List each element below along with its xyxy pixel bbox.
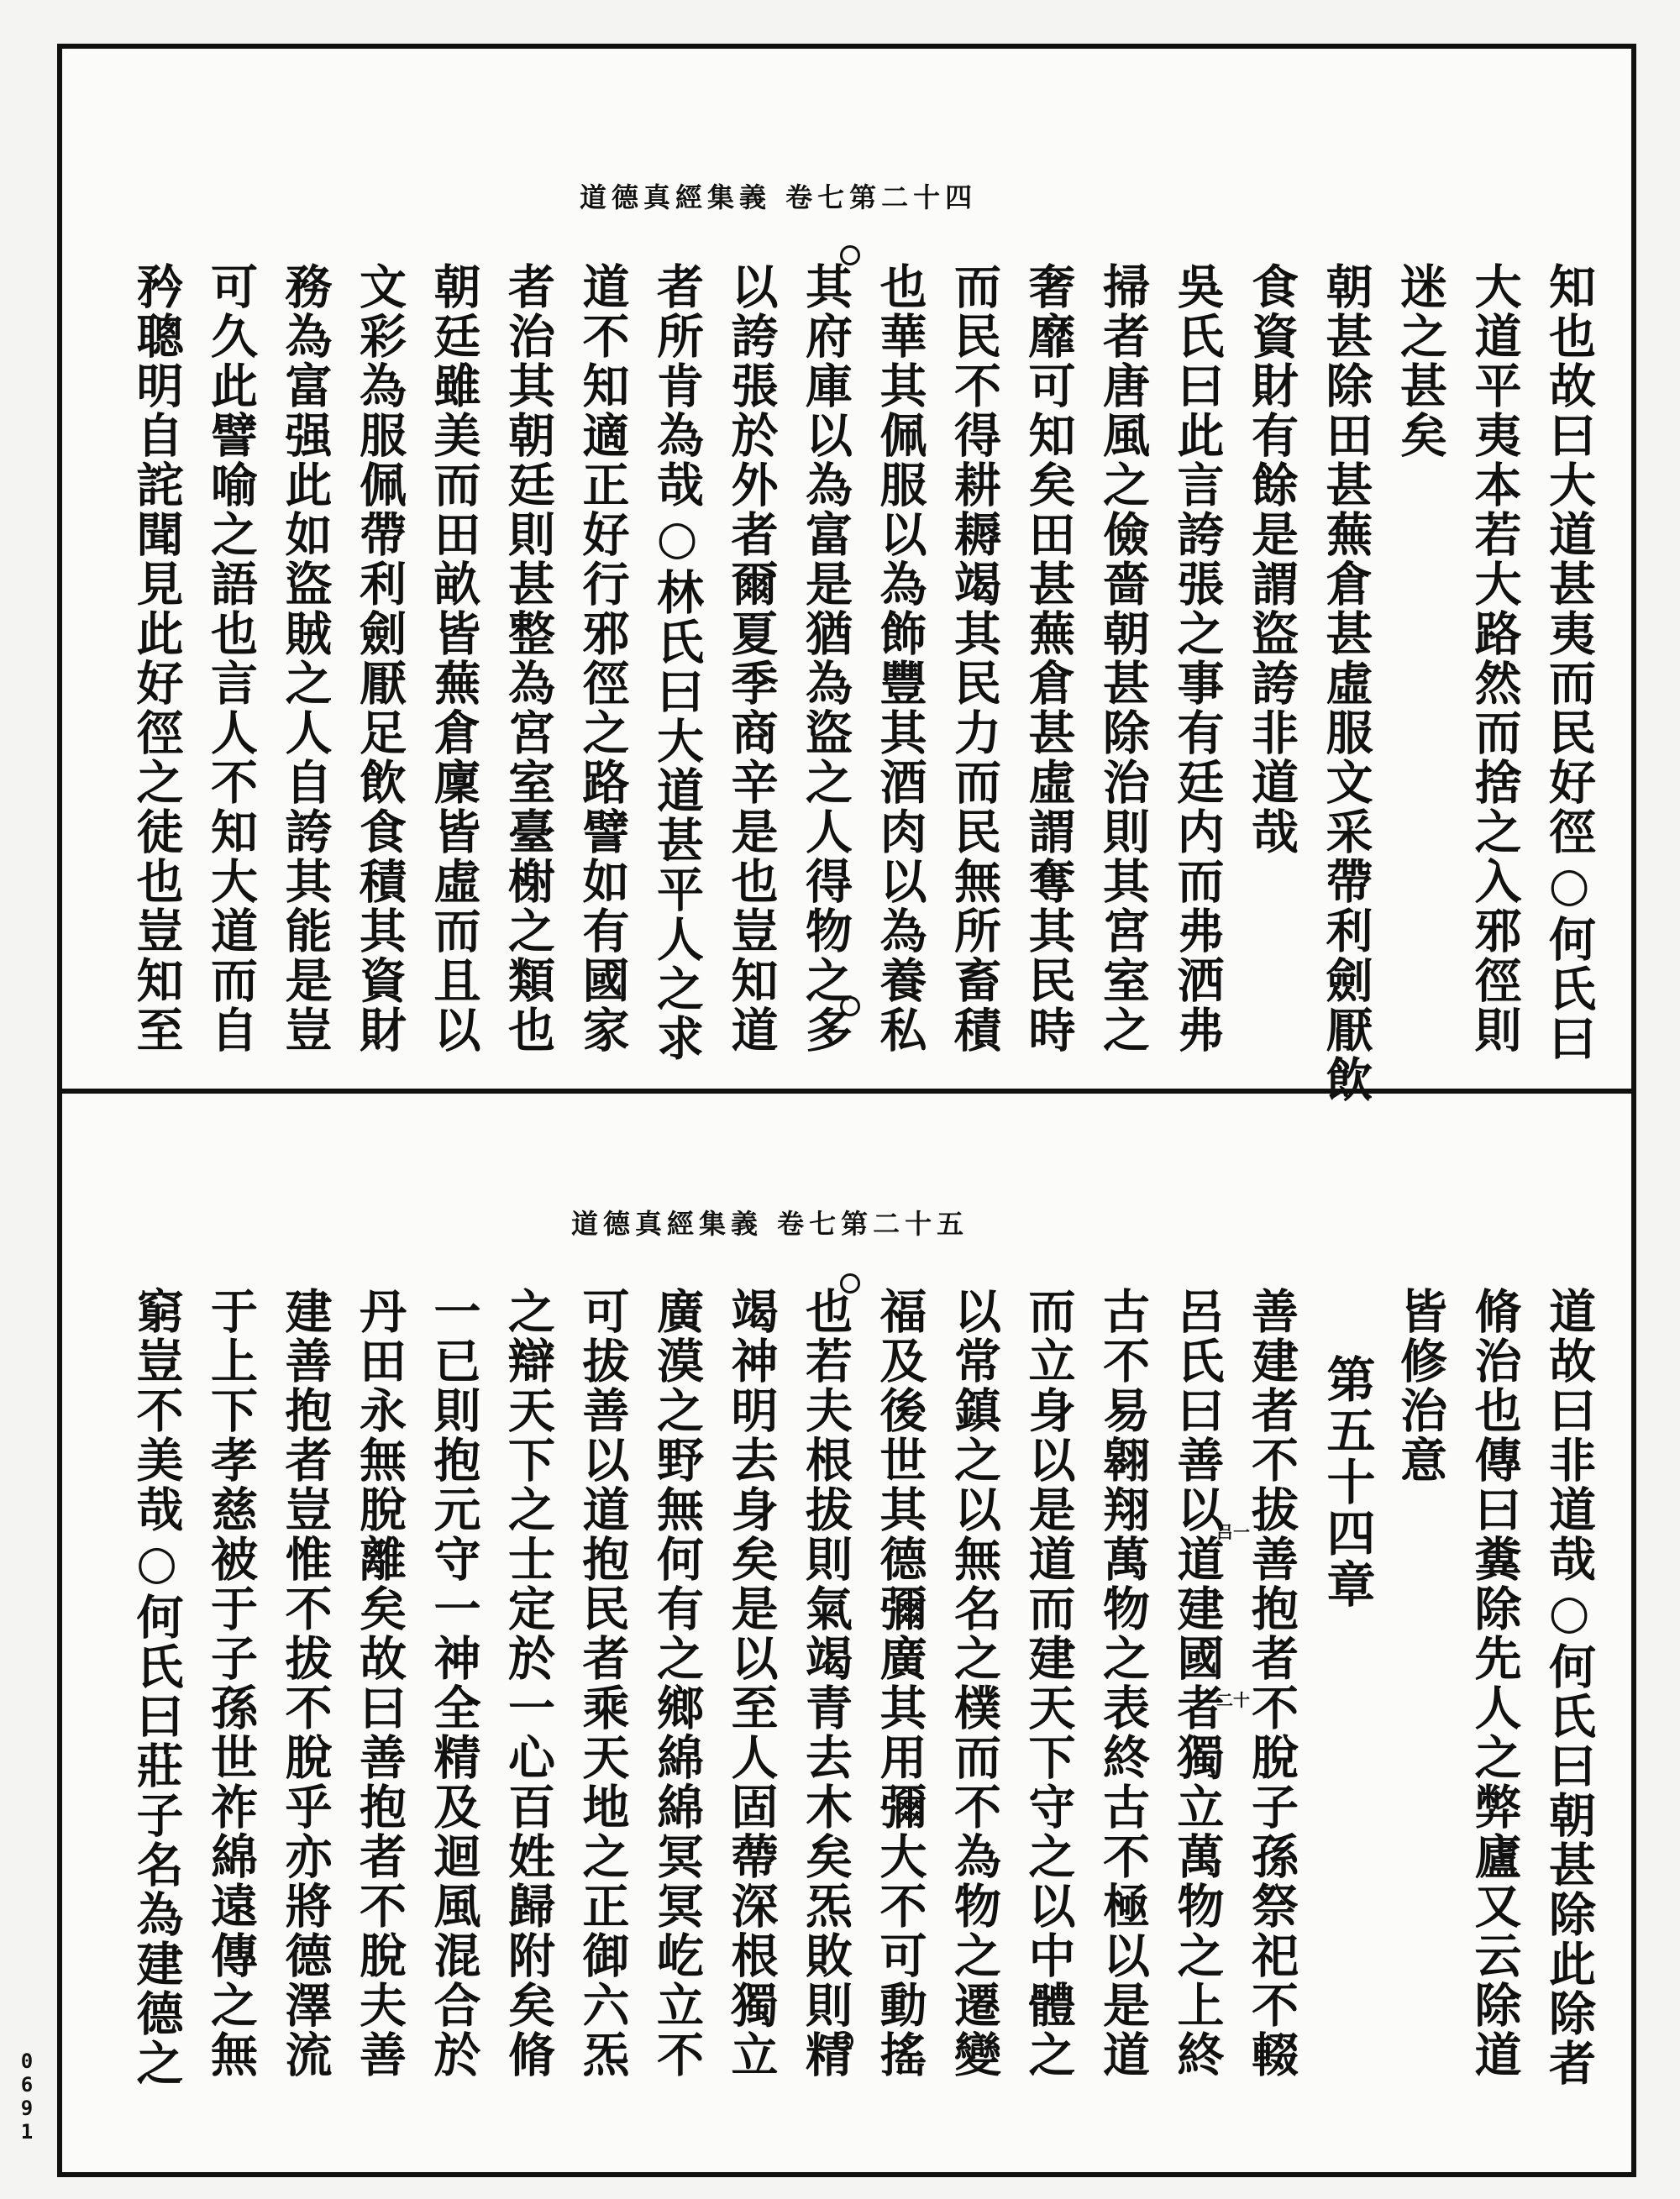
text-column: 呂氏曰善以道建國者獨立萬物之上終 [1169,1287,1226,2080]
text-column: 福及後世其德彌廣其用彌大不可動搖 [872,1287,928,2080]
text-column: 之辯天下之士定於一心百姓歸附矣脩 [501,1287,556,2080]
text-column: 古不易翱翔萬物之表終古不極以是道 [1095,1287,1151,2080]
text-column: 朝甚除田甚蕪倉甚虛服文采帶利劍厭飲 [1318,262,1374,1105]
margin-note: 吕一 [1216,1522,1250,1542]
section-marker-icon [840,1273,860,1294]
text-column: 善建者不拔善抱者不脫子孫祭祀不輟 [1244,1287,1299,2080]
section-marker-icon [840,996,860,1016]
section-marker-icon [840,245,860,265]
upper-header: 道德真經集義 卷七第二十四 [580,181,978,213]
text-column: 食資財有餘是謂盜誇非道哉 [1244,262,1299,857]
text-column: 廣漠之野無何有之鄉綿綿冥冥屹立不 [649,1287,705,2080]
text-column: 可久此譬喻之語也言人不知大道而自 [203,262,259,1055]
text-column: 也若夫根拔則氣竭青去木矣炁敗則精 [798,1287,853,2080]
text-column: 丹田永無脫離矣故曰善抱者不脫夫善 [352,1287,407,2080]
text-column: 可拔善以道抱民者乘天地之正御六炁 [575,1287,631,2080]
text-column: 知也故曰大道甚夷而民好徑○何氏曰 [1541,262,1597,1063]
text-column: 文彩為服佩帶利劍厭足飲食積其資財 [352,262,407,1055]
text-column: 而民不得耕耨竭其民力而民無所畜積 [947,262,1002,1055]
text-column: 者治其朝廷則甚整為宮室臺榭之類也 [501,262,556,1055]
lower-header: 道德真經集義 卷七第二十五 [571,1208,969,1240]
margin-note: 二十 [1216,1690,1250,1710]
text-column: 以誇張於外者爾夏季商辛是也豈知道 [723,262,780,1055]
half-divider [57,1089,1636,1094]
text-column: 大道平夷本若大路然而捨之入邪徑則 [1467,262,1523,1055]
text-column: 竭神明去身矣是以至人固蔕深根獨立 [723,1287,780,2080]
text-column: 吳氏曰此言誇張之事有廷内而弗洒弗 [1169,262,1226,1055]
page-number: 0691 [15,2049,39,2144]
text-column: 皆修治意 [1393,1287,1448,1485]
text-column: 其府庫以為富是猶為盜之人得物之多 [798,262,853,1055]
text-column: 迷之甚矣 [1393,262,1448,460]
text-column: 于上下孝慈被于子孫世祚綿遠傳之無 [203,1287,259,2080]
text-column: 建善抱者豈惟不拔不脫乎亦將德澤流 [277,1287,333,2080]
text-column: 奢靡可知矣田甚蕪倉甚虛謂奪其民時 [1021,262,1077,1055]
text-column: 窮豈不美哉○何氏曰莊子名為建德之 [129,1287,185,2088]
text-column: 脩治也傳曰糞除先人之弊廬又云除道 [1467,1287,1523,2080]
text-column: 者所肯為哉○林氏曰大道甚平人之求 [649,262,705,1063]
text-column: 掃者唐風之儉嗇朝甚除治則其宮室之 [1095,262,1151,1055]
text-column: 務為富强此如盜賊之人自誇其能是豈 [277,262,333,1055]
text-column: 第五十四章 [1318,1354,1376,1610]
section-marker-icon [833,2031,853,2051]
text-column: 朝廷雖美而田畝皆蕪倉廩皆虛而且以 [426,262,482,1055]
text-column: 道故曰非道哉○何氏曰朝甚除此除者 [1541,1287,1597,2088]
text-column: 以常鎮之以無名之樸而不為物之遷變 [947,1287,1002,2080]
text-column: 矜聰明自詫聞見此好徑之徒也豈知至 [129,262,185,1055]
text-column: 而立身以是道而建天下守之以中體之 [1021,1287,1077,2080]
text-column: 道不知適正好行邪徑之路譬如有國家 [575,262,631,1055]
text-column: 也華其佩服以為飾豐其酒肉以為養私 [872,262,928,1055]
text-column: 一已則抱元守一神全精及迴風混合於 [426,1287,482,2080]
